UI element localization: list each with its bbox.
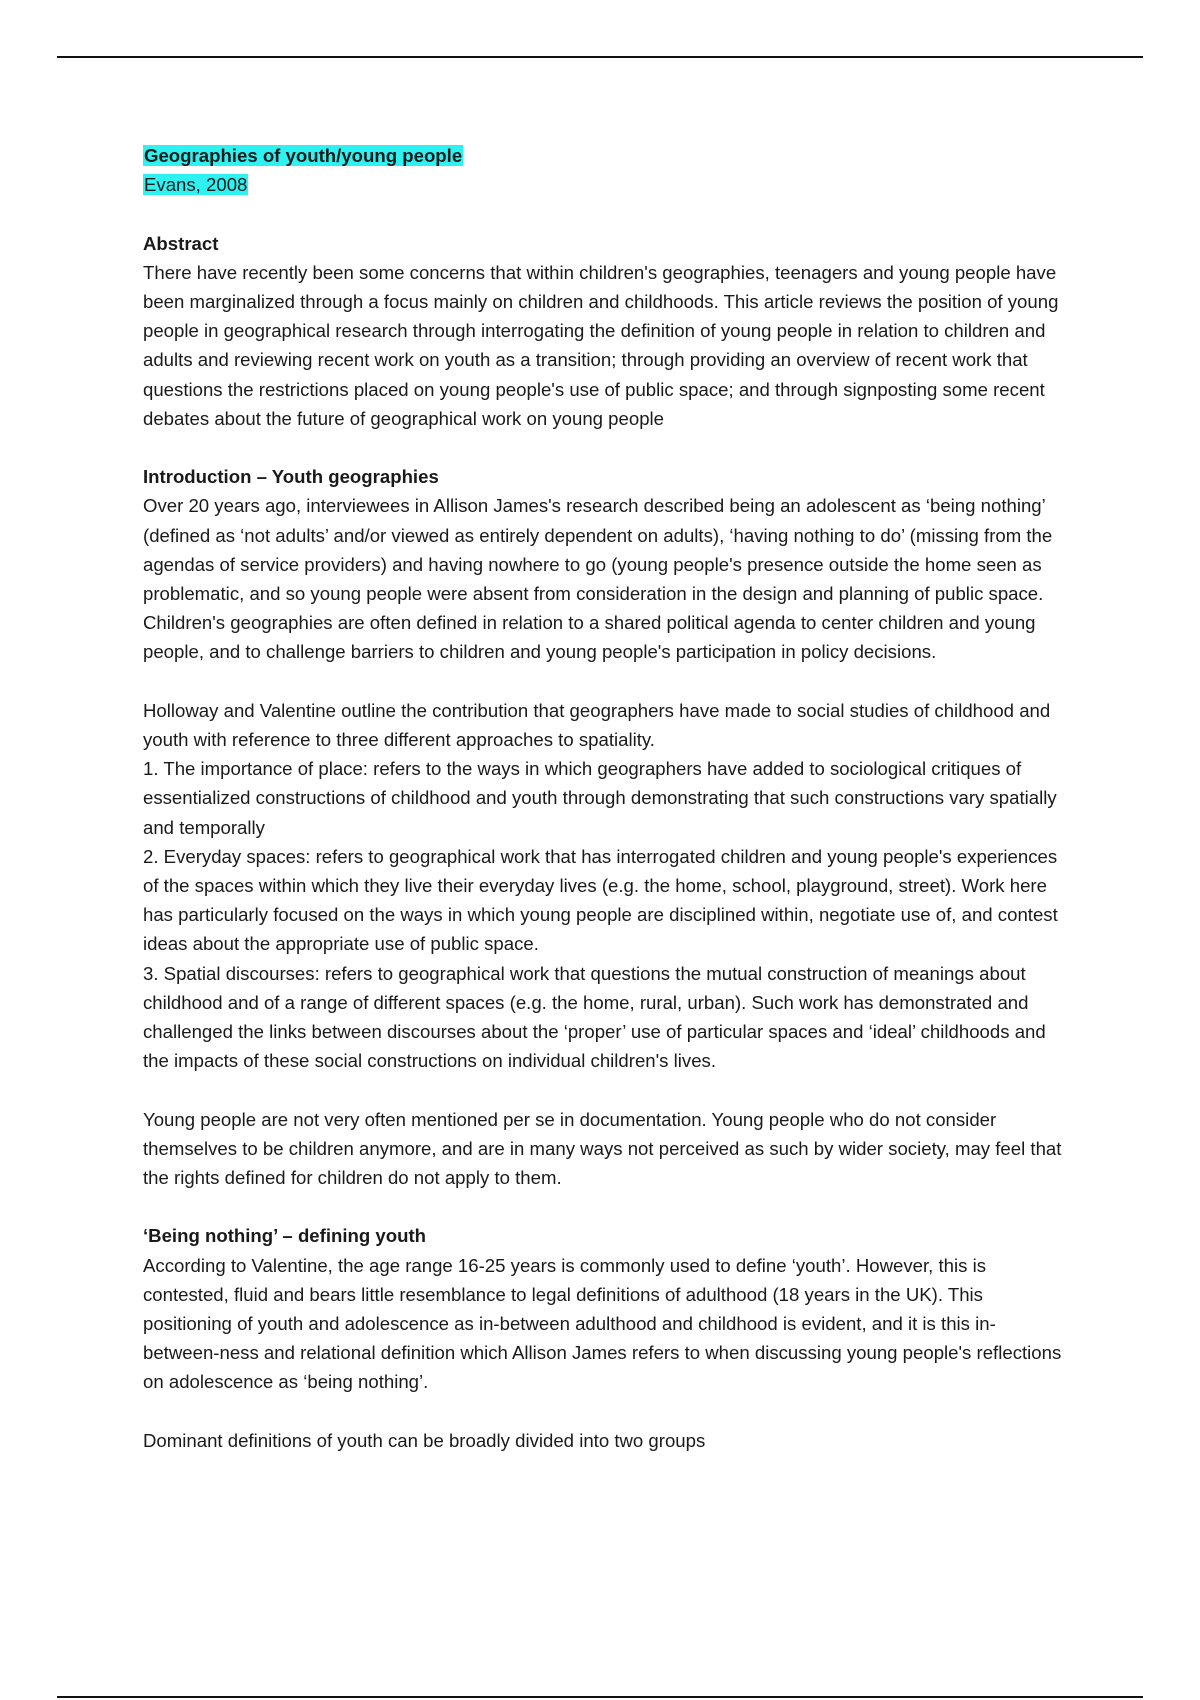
being-nothing-paragraph-1: According to Valentine, the age range 16-25 years is commonly used to define ‘youth’. However, this is contested, fluid and bears little resemblance to legal definitions of adulthood (18 years in the UK). This positioning of youth and adolescence as in-between adulthood and childhood is evident, and it is this in-between-ness and relational definition which Allison James refers to when discussing young people's reflections on adolescence as ‘being nothing’. — [143, 1254, 1062, 1393]
spacer — [143, 667, 1063, 696]
introduction-heading: Introduction – Youth geographies — [143, 466, 439, 488]
document-body — [143, 141, 1063, 1455]
title-block — [143, 141, 1063, 199]
abstract-section — [143, 229, 1063, 433]
introduction-paragraph-1: Over 20 years ago, interviewees in Allison James's research described being an adolescent as ‘being nothing’ (defined as ‘not adults’ and/or viewed as entirely dependent on adults), ‘having nothing to do’ (missing from the agendas of service providers) and having nowhere to go (young people's presence outside the home seen as problematic, and so young people were absent from consideration in the design and planning of public space. Children's geographies are often defined in relation to a shared political agenda to center children and young people, and to challenge barriers to children and young people's participation in policy decisions. — [143, 495, 1053, 663]
page-top-rule — [57, 56, 1143, 58]
spacer — [143, 1397, 1063, 1426]
spacer — [143, 1192, 1063, 1221]
list-item: 3. Spatial discourses: refers to geographical work that questions the mutual construction of meanings about childhood and of a range of different spaces (e.g. the home, rural, urban). Such work has demonstrated and challenged the links between discourses about the ‘proper’ use of particular spaces and ‘ideal’ childhoods and the impacts of these social constructions on individual children's lives. — [143, 962, 1046, 1072]
being-nothing-section — [143, 1221, 1063, 1455]
abstract-text: There have recently been some concerns that within children's geographies, teenagers and young people have been marginalized through a focus mainly on children and childhoods. This article reviews the position of young people in geographical research through interrogating the definition of young people in relation to children and adults and reviewing recent work on youth as a transition; through providing an overview of recent work that questions the restrictions placed on young people's use of public space; and through signposting some recent debates about the future of geographical work on young people — [143, 261, 1059, 429]
document-title: Geographies of youth/young people — [144, 145, 463, 166]
abstract-heading: Abstract — [143, 232, 219, 254]
spacer — [143, 1075, 1063, 1104]
page-bottom-rule — [57, 1696, 1143, 1698]
spacer — [143, 199, 1063, 228]
introduction-paragraph-2: Holloway and Valentine outline the contribution that geographers have made to social studies of childhood and youth with reference to three different approaches to spatiality. — [143, 699, 1051, 751]
introduction-paragraph-3: Young people are not very often mentioned per se in documentation. Young people who do not consider themselves to be children anymore, and are in many ways not perceived as such by wider society, may feel that the rights defined for children do not apply to them. — [143, 1108, 1062, 1189]
list-item: 2. Everyday spaces: refers to geographical work that has interrogated children and young people's experiences of the spaces within which they live their everyday lives (e.g. the home, school, playground, street). Work here has particularly focused on the ways in which young people are disciplined within, negotiate use of, and contest ideas about the appropriate use of public space. — [143, 845, 1058, 955]
list-item: 1. The importance of place: refers to the ways in which geographers have added to sociological critiques of essentialized constructions of childhood and youth through demonstrating that such constructions vary spatially and temporally — [143, 758, 1057, 838]
spacer — [143, 433, 1063, 462]
being-nothing-heading: ‘Being nothing’ – defining youth — [143, 1225, 427, 1247]
being-nothing-paragraph-2: Dominant definitions of youth can be broadly divided into two groups — [143, 1429, 706, 1451]
introduction-section — [143, 462, 1063, 1192]
document-citation: Evans, 2008 — [144, 174, 248, 196]
